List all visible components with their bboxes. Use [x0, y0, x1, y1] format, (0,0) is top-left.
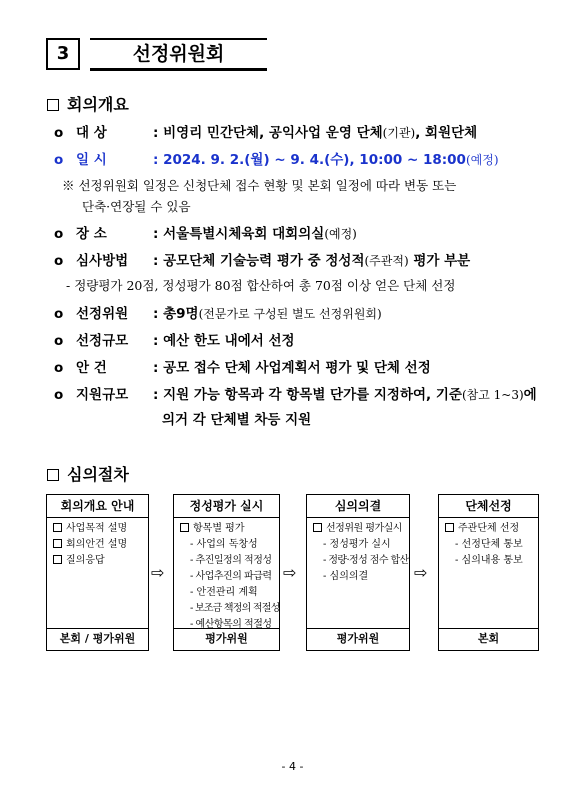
- item-label: 선정규모: [76, 333, 129, 349]
- step-title: 단체선정: [439, 495, 538, 518]
- arrow-right-icon: ⇨: [151, 563, 165, 582]
- procedure-step-qualitative: [173, 494, 280, 651]
- procedure-heading: 심의절차: [47, 462, 129, 485]
- step-line: - 안전관리 계획: [190, 587, 258, 598]
- arrow-right-icon: ⇨: [414, 563, 428, 582]
- overview-item-place: o 장 소 : 서울특별시체육회 대회의실(예정): [54, 222, 357, 242]
- page-number: - 4 -: [281, 760, 304, 773]
- checkbox-icon: [445, 523, 454, 532]
- item-label: 선정위원: [76, 306, 129, 322]
- step-line: - 정량·정성 점수 합산: [323, 555, 409, 566]
- square-bullet-icon: [47, 469, 59, 481]
- step-body: [53, 521, 144, 569]
- step-line: 질의응답: [53, 553, 144, 569]
- step-footer: 본회 / 평가위원: [47, 628, 148, 650]
- checkbox-icon: [53, 539, 62, 548]
- scoring-note: - 정량평가 20점, 정성평가 80점 합산하여 총 70점 이상 얻은 단체 선정: [66, 278, 456, 293]
- step-line: - 예산항목의 적절성: [190, 619, 272, 630]
- item-label: 지원규모: [76, 387, 129, 403]
- item-label: 대 상: [76, 125, 107, 141]
- arrow-right-icon: ⇨: [283, 563, 297, 582]
- item-label: 안 건: [76, 360, 107, 376]
- step-line: - 사업의 독창성: [190, 539, 258, 550]
- step-line: - 사업추진의 파급력: [190, 571, 272, 582]
- step-line: 사업목적 설명: [53, 521, 144, 537]
- step-title: 정성평가 실시: [174, 495, 279, 518]
- section-number: 3: [46, 38, 80, 70]
- overview-item-agenda: o 안 건 : 공모 접수 단체 사업계획서 평가 및 단체 선정: [54, 356, 431, 376]
- overview-item-scale: o 선정규모 : 예산 한도 내에서 선정: [54, 329, 295, 349]
- step-footer: 평가위원: [174, 628, 279, 650]
- overview-item-support-cont: 의거 각 단체별 차등 지원: [162, 412, 312, 428]
- checkbox-icon: [313, 523, 322, 532]
- overview-item-committee: o 선정위원 : 총9명(전문가로 구성된 별도 선정위원회): [54, 302, 382, 322]
- step-body: [445, 521, 534, 569]
- step-title: 회의개요 안내: [47, 495, 148, 518]
- overview-item-datetime: o 일 시 : 2024. 9. 2.(월) ~ 9. 4.(수), 10:00 ~ 18:00(예정): [54, 148, 499, 168]
- checkbox-icon: [53, 523, 62, 532]
- step-line: 항목별 평가: [180, 521, 275, 537]
- step-line: 회의안건 설명: [53, 537, 144, 553]
- overview-item-target: o 대 상 : 비영리 민간단체, 공익사업 운영 단체(기관), 회원단체: [54, 121, 477, 141]
- step-line: - 보조금 책정의 적절성: [190, 603, 280, 614]
- overview-item-support: o 지원규모 : 지원 가능 항목과 각 항목별 단가를 지정하여, 기준(참고 1~3)에: [54, 383, 537, 403]
- step-line: 주관단체 선정: [445, 521, 534, 537]
- overview-heading: 회의개요: [47, 92, 129, 115]
- step-footer: 본회: [439, 628, 538, 650]
- schedule-note: ※ 선정위원회 일정은 신청단체 접수 현황 및 본회 일정에 따라 변동 또는: [62, 178, 457, 193]
- step-line: - 심의의결: [323, 571, 369, 582]
- step-line: - 정성평가 실시: [323, 539, 391, 550]
- step-body: [180, 521, 280, 633]
- item-label: 일 시: [76, 152, 107, 168]
- procedure-step-selection: [438, 494, 539, 651]
- step-footer: 평가위원: [307, 628, 409, 650]
- item-label: 장 소: [76, 226, 107, 242]
- step-line: 선정위원 평가실시: [313, 521, 405, 537]
- item-label: 심사방법: [76, 253, 129, 269]
- step-body: [313, 521, 409, 585]
- schedule-note-cont: 단축·연장될 수 있음: [82, 199, 191, 214]
- checkbox-icon: [53, 555, 62, 564]
- square-bullet-icon: [47, 99, 59, 111]
- section-title: 선정위원회: [90, 38, 267, 71]
- checkbox-icon: [180, 523, 189, 532]
- procedure-step-overview: [46, 494, 149, 651]
- step-line: - 선정단체 통보: [455, 539, 523, 550]
- step-title: 심의의결: [307, 495, 409, 518]
- step-line: - 추진일정의 적정성: [190, 555, 272, 566]
- overview-item-method: o 심사방법 : 공모단체 기술능력 평가 중 정성적(주관적) 평가 부분: [54, 249, 470, 269]
- procedure-step-deliberation: [306, 494, 410, 651]
- step-line: - 심의내용 통보: [455, 555, 523, 566]
